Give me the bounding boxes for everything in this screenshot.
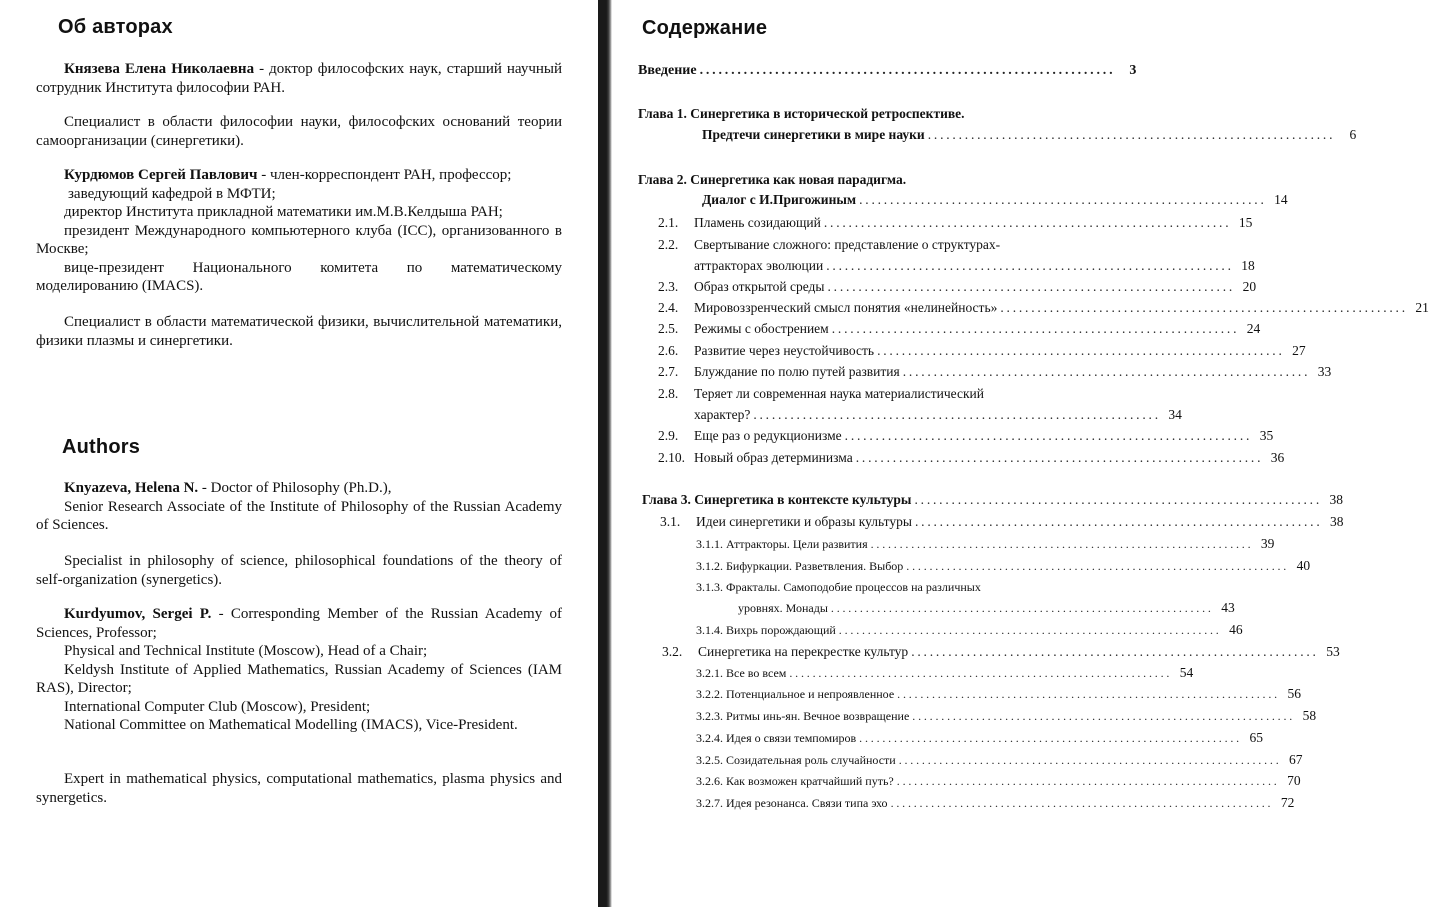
leader-dots: .................................................................. <box>859 731 1242 745</box>
ru-author1-name: Князева Елена Николаевна <box>64 61 255 77</box>
en-author2-specialty: Expert in mathematical physics, computational mathematics, plasma physics and synergetics. <box>36 771 562 806</box>
leader-dots: .................................................................. <box>897 687 1280 701</box>
toc-chapter2-line1[interactable]: Глава 2. Синергетика как новая парадигма. <box>638 172 907 187</box>
toc-chapter2-line2[interactable]: Диалог с И.Пригожиным .................................................................. 14 <box>702 192 1288 207</box>
leader-dots: .................................................................. <box>914 492 1323 507</box>
leader-dots: .................................................................. <box>927 127 1336 142</box>
leader-dots: .................................................................. <box>855 450 1264 465</box>
leader-dots: .................................................................. <box>699 63 1116 78</box>
leader-dots: .................................................................. <box>838 623 1222 637</box>
toc-section-2-10[interactable]: 2.10. Новый образ детерминизма .................................................................. 36 <box>658 450 1285 465</box>
toc-subsection-3-1-1[interactable]: 3.1.1. Аттракторы. Цели развития .................................................................. 39 <box>696 536 1275 551</box>
ru-author1-specialty: Специалист в области философии науки, философских оснований теории самоорганизации (синергетики). <box>36 114 562 149</box>
leader-dots: .................................................................. <box>912 709 1296 723</box>
en-author1-specialty: Specialist in philosophy of science, philosophical foundations of the theory of self-organization (synergetics). <box>36 553 562 588</box>
toc-subsection-3-2-3[interactable]: 3.2.3. Ритмы инь-ян. Вечное возвращение .................................................................. 58 <box>696 708 1317 723</box>
toc-section-2-8-line2[interactable]: характер? .................................................................. 34 <box>694 407 1182 422</box>
leader-dots: .................................................................. <box>911 644 1319 659</box>
toc-section-3-2[interactable]: 3.2. Синергетика на перекрестке культур .................................................................. 53 <box>662 644 1340 659</box>
leader-dots: .................................................................. <box>823 215 1232 230</box>
toc-section-2-1[interactable]: 2.1. Пламень созидающий .................................................................. 15 <box>658 215 1253 230</box>
leader-dots: .................................................................. <box>826 258 1234 273</box>
toc-subsection-3-2-1[interactable]: 3.2.1. Все во всем .................................................................. 54 <box>696 665 1194 680</box>
leader-dots: .................................................................. <box>890 796 1274 810</box>
authors-heading: Authors <box>62 436 141 458</box>
leader-dots: .................................................................. <box>870 537 1254 551</box>
toc-subsection-3-2-2[interactable]: 3.2.2. Потенциальное и непроявленное .................................................................. 56 <box>696 686 1301 701</box>
toc-section-2-3[interactable]: 2.3. Образ открытой среды .................................................................. 20 <box>658 279 1257 294</box>
toc-section-2-9[interactable]: 2.9. Еще раз о редукционизме .................................................................. 35 <box>658 428 1274 443</box>
right-page <box>610 0 1429 907</box>
toc-subsection-3-1-3-line2[interactable]: уровнях. Монады .................................................................. 43 <box>738 600 1235 615</box>
toc-section-3-1[interactable]: 3.1. Идеи синергетики и образы культуры .................................................................. 38 <box>660 514 1344 529</box>
leader-dots: .................................................................. <box>827 279 1236 294</box>
toc-section-2-6[interactable]: 2.6. Развитие через неустойчивость .................................................................. 27 <box>658 343 1306 358</box>
ru-author2-paragraph: Курдюмов Сергей Павлович - член-корреспондент РАН, профессор; заведующий кафедрой в МФТИ; директор Института прикладной математики им.М.В.Келдыша РАН; президент Международного компьютерного клуба (ICC), организованного в Москве; вице-президент Национального комитета по математическому моделированию (IMACS). <box>36 167 562 294</box>
toc-section-2-5[interactable]: 2.5. Режимы с обострением .................................................................. 24 <box>658 321 1261 336</box>
leader-dots: .................................................................. <box>1000 300 1408 315</box>
toc-entry-intro[interactable]: Введение .................................................................. 3 <box>638 63 1137 78</box>
leader-dots: .................................................................. <box>914 514 1323 529</box>
en-author1-paragraph: Knyazeva, Helena N. - Doctor of Philosophy (Ph.D.), Senior Research Associate of the Institute of Philosophy of the Russian Academy of Sciences. <box>36 480 562 533</box>
ru-author2-name: Курдюмов Сергей Павлович <box>64 167 258 183</box>
contents-heading: Содержание <box>642 17 768 39</box>
toc-subsection-3-1-3-line1[interactable]: 3.1.3. Фракталы. Самоподобие процессов на различных <box>696 580 981 594</box>
about-authors-heading: Об авторах <box>58 16 173 38</box>
toc-section-2-7[interactable]: 2.7. Блуждание по полю путей развития .................................................................. 33 <box>658 364 1332 379</box>
leader-dots: .................................................................. <box>859 192 1267 207</box>
leader-dots: .................................................................. <box>898 753 1282 767</box>
ru-author2-specialty: Специалист в области математической физики, вычислительной математики, физики плазмы и синергетики. <box>36 314 562 349</box>
toc-section-2-2-line2[interactable]: аттракторах эволюции .................................................................. 18 <box>694 258 1255 273</box>
toc-section-2-2-line1[interactable]: 2.2. Свертывание сложного: представление о структурах- <box>658 237 1001 252</box>
leader-dots: .................................................................. <box>906 559 1290 573</box>
leader-dots: .................................................................. <box>896 774 1280 788</box>
leader-dots: .................................................................. <box>789 666 1173 680</box>
toc-subsection-3-1-2[interactable]: 3.1.2. Бифуркации. Разветвления. Выбор .................................................................. 40 <box>696 558 1311 573</box>
toc-subsection-3-2-7[interactable]: 3.2.7. Идея резонанса. Связи типа эхо .................................................................. 72 <box>696 795 1295 810</box>
toc-subsection-3-2-4[interactable]: 3.2.4. Идея о связи темпомиров .................................................................. 65 <box>696 730 1263 745</box>
leader-dots: .................................................................. <box>830 601 1214 615</box>
ru-author1-paragraph: Князева Елена Николаевна - доктор философских наук, старший научный сотрудник Института философии РАН. <box>36 61 563 96</box>
toc-subsection-3-2-5[interactable]: 3.2.5. Созидательная роль случайности .................................................................. 67 <box>696 752 1303 767</box>
toc-subsection-3-2-6[interactable]: 3.2.6. Как возможен кратчайший путь? .................................................................. 70 <box>696 773 1301 788</box>
toc-subsection-3-1-4[interactable]: 3.1.4. Вихрь порождающий .................................................................. 46 <box>696 622 1243 637</box>
left-page <box>0 0 598 907</box>
toc-section-2-8-line1[interactable]: 2.8. Теряет ли современная наука материалистический <box>658 386 984 401</box>
toc-section-2-4[interactable]: 2.4. Мировоззренческий смысл понятия «нелинейность» .................................................................. 21 <box>658 300 1429 315</box>
leader-dots: .................................................................. <box>753 407 1161 422</box>
leader-dots: .................................................................. <box>844 428 1253 443</box>
toc-chapter1-line2[interactable]: Предтечи синергетики в мире науки .................................................................. 6 <box>702 127 1357 142</box>
leader-dots: .................................................................. <box>877 343 1285 358</box>
toc-chapter3[interactable]: Глава 3. Синергетика в контексте культуры .................................................................. 38 <box>642 492 1344 507</box>
leader-dots: .................................................................. <box>831 321 1240 336</box>
en-author1-name: Knyazeva, Helena N. <box>64 480 199 496</box>
en-author2-paragraph: Kurdyumov, Sergei P. - Corresponding Member of the Russian Academy of Sciences, Professor; Physical and Technical Institute (Moscow), Head of a Chair; Keldysh Institute of Applied Mathematics, Russian Academy of Sciences (IAM RAS), Director; International Computer Club (Moscow), President; National Committee on Mathematical Modelling (IMACS), Vice-President. <box>36 606 562 733</box>
toc-chapter1-line1[interactable]: Глава 1. Синергетика в исторической ретроспективе. <box>638 106 965 121</box>
en-author2-name: Kurdyumov, Sergei P. <box>64 606 212 622</box>
leader-dots: .................................................................. <box>902 364 1311 379</box>
